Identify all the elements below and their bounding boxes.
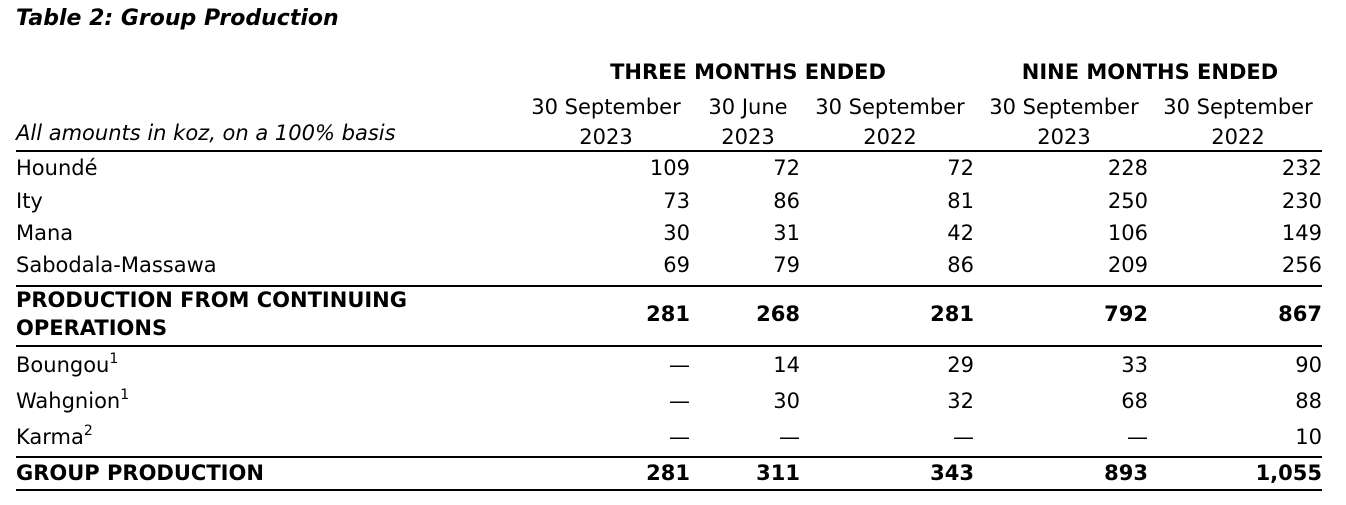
column-header-line2: 2023 [579, 125, 633, 149]
bottom-rule [16, 489, 1322, 491]
column-header-line1: 30 September [1163, 95, 1313, 119]
cell: 72 [773, 156, 800, 180]
cell: 30 [663, 221, 690, 245]
cell: 72 [947, 156, 974, 180]
cell: 10 [1295, 425, 1322, 449]
cell: 1,055 [1255, 461, 1322, 485]
row-label-line1: PRODUCTION FROM CONTINUING [16, 288, 407, 312]
row-rule [16, 285, 1322, 287]
cell: 109 [649, 156, 690, 180]
cell: 281 [646, 461, 690, 485]
column-header-line2: 2022 [863, 125, 917, 149]
row-label [16, 353, 118, 377]
column-header [980, 92, 1148, 152]
cell: 343 [930, 461, 974, 485]
cell: — [669, 389, 690, 413]
cell: — [953, 425, 974, 449]
cell: 68 [1121, 389, 1148, 413]
cell: — [1127, 425, 1148, 449]
cell: 311 [756, 461, 800, 485]
column-header [806, 92, 974, 152]
cell: 232 [1281, 156, 1322, 180]
cell: 33 [1121, 353, 1148, 377]
footnote-marker: 1 [120, 387, 130, 403]
row-label: Ity [16, 189, 43, 213]
group-header-nine-months: NINE MONTHS ENDED [1021, 60, 1279, 84]
cell: 149 [1281, 221, 1322, 245]
row-label: GROUP PRODUCTION [16, 461, 264, 485]
row-label: Houndé [16, 156, 98, 180]
cell: 792 [1104, 302, 1148, 326]
column-header [700, 92, 796, 152]
row-label-text: Boungou [16, 353, 110, 377]
cell: 268 [756, 302, 800, 326]
cell: 73 [663, 189, 690, 213]
cell: 81 [947, 189, 974, 213]
cell: 209 [1107, 253, 1148, 277]
cell: — [779, 425, 800, 449]
header-rule [16, 150, 1322, 152]
cell: 893 [1104, 461, 1148, 485]
row-rule [16, 456, 1322, 458]
units-note: All amounts in koz, on a 100% basis [16, 121, 396, 145]
cell: 228 [1107, 156, 1148, 180]
cell: 90 [1295, 353, 1322, 377]
row-label-text: Wahgnion [16, 389, 121, 413]
column-header-line1: 30 June [708, 95, 788, 119]
cell: 281 [930, 302, 974, 326]
cell: 29 [947, 353, 974, 377]
cell: 256 [1281, 253, 1322, 277]
column-header-line1: 30 September [815, 95, 965, 119]
cell: 30 [773, 389, 800, 413]
cell: 69 [663, 253, 690, 277]
cell: 32 [947, 389, 974, 413]
column-header-line2: 2023 [1037, 125, 1091, 149]
cell: 14 [773, 353, 800, 377]
group-header-three-months: THREE MONTHS ENDED [610, 60, 886, 84]
cell: 230 [1281, 189, 1322, 213]
cell: 86 [947, 253, 974, 277]
row-label-text: Karma [16, 425, 84, 449]
cell: — [669, 353, 690, 377]
row-label [16, 425, 93, 449]
column-header-line2: 2023 [721, 125, 775, 149]
row-rule [16, 345, 1322, 347]
row-label [16, 389, 129, 413]
cell: 88 [1295, 389, 1322, 413]
column-header-line2: 2022 [1211, 125, 1265, 149]
cell: 250 [1107, 189, 1148, 213]
cell: 42 [947, 221, 974, 245]
row-label: Sabodala-Massawa [16, 253, 217, 277]
cell: — [669, 425, 690, 449]
footnote-marker: 2 [83, 423, 93, 439]
column-header-line1: 30 September [989, 95, 1139, 119]
cell: 106 [1107, 221, 1148, 245]
column-header [522, 92, 690, 152]
footnote-marker: 1 [109, 351, 119, 367]
table-title: Table 2: Group Production [16, 6, 339, 31]
row-label: Mana [16, 221, 74, 245]
column-header-line1: 30 September [531, 95, 681, 119]
cell: 79 [773, 253, 800, 277]
cell: 281 [646, 302, 690, 326]
row-label-line2: OPERATIONS [16, 316, 168, 340]
cell: 867 [1278, 302, 1322, 326]
column-header [1154, 92, 1322, 152]
cell: 31 [773, 221, 800, 245]
table-row-subtotal [16, 288, 1322, 344]
cell: 86 [773, 189, 800, 213]
